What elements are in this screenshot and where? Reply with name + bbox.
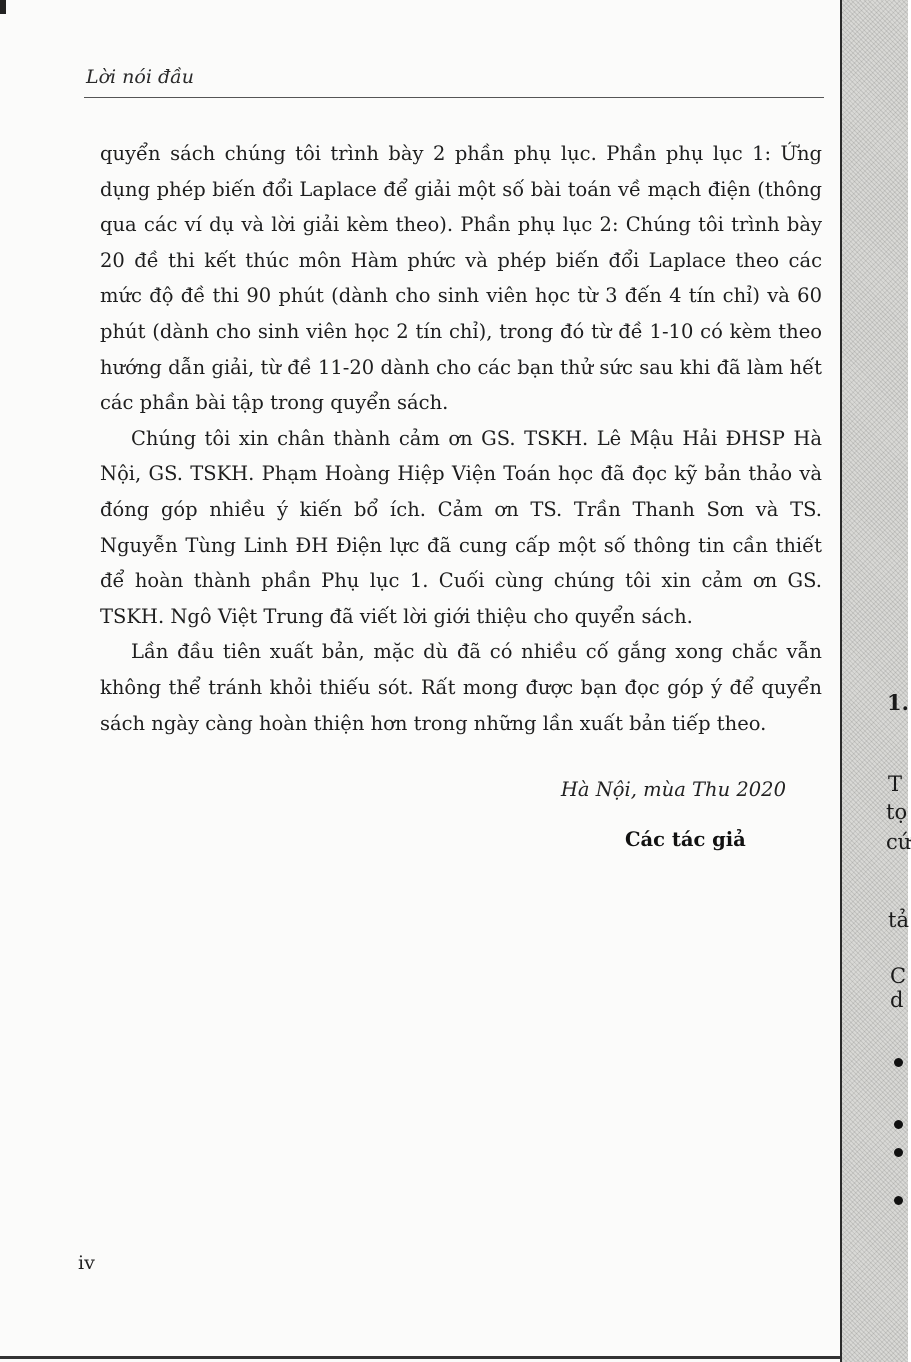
running-head: Lời nói đầu — [86, 66, 195, 88]
scan-corner-mark — [0, 0, 6, 14]
facing-page-fragment: 1. — [887, 690, 909, 715]
facing-page-fragment: cứ — [886, 830, 911, 854]
paragraph-acknowledgements: Chúng tôi xin chân thành cảm ơn GS. TSKH. Lê Mậu Hải ĐHSP Hà Nội, GS. TSKH. Phạm Hoàng Hiệp Viện Toán học đã đọc kỹ bản thảo và đóng góp nhiều ý kiến bổ ích. Cảm ơn TS. Trần Thanh Sơn và TS. Nguyễn Tùng Linh ĐH Điện lực đã cung cấp một số thông tin cần thiết để hoàn thành phần Phụ lục 1. Cuối cùng chúng tôi xin cảm ơn GS. TSKH. Ngô Việt Trung đã viết lời giới thiệu cho quyển sách. — [100, 426, 822, 628]
paragraph-closing: Lần đầu tiên xuất bản, mặc dù đã có nhiều cố gắng xong chắc vẫn không thể tránh khỏi thiếu sót. Rất mong được bạn đọc góp ý để quyển sách ngày càng hoàn thiện hơn trong những lần xuất bản tiếp theo. — [100, 640, 822, 735]
header-rule — [84, 97, 824, 98]
paragraph-appendix: quyển sách chúng tôi trình bày 2 phần phụ lục. Phần phụ lục 1: Ứng dụng phép biến đổi Laplace để giải một số bài toán về mạch điện (thông qua các ví dụ và lời giải kèm theo). Phần phụ lục 2: Chúng tôi trình bày 20 đề thi kết thúc môn Hàm phức và phép biến đổi Laplace theo các mức độ đề thi 90 phút (dành cho sinh viên học từ 3 đến 4 tín chỉ) và 60 phút (dành cho sinh viên học 2 tín chỉ), trong đó từ đề 1-10 có kèm theo hướng dẫn giải, từ đề 11-20 dành cho các bạn thử sức sau khi đã làm hết các phần bài tập trong quyển sách. — [100, 142, 822, 415]
facing-page-bullet — [894, 1120, 903, 1129]
facing-page-fragment: d — [890, 988, 904, 1012]
page-bottom-edge — [0, 1356, 850, 1359]
body-text — [100, 136, 822, 741]
facing-page-bullet — [894, 1058, 903, 1067]
authors-signature: Các tác giả — [625, 828, 746, 851]
place-date: Hà Nội, mùa Thu 2020 — [560, 778, 786, 801]
facing-page-fragment: C — [890, 964, 907, 988]
facing-page-bullet — [894, 1148, 903, 1157]
facing-page-strip — [842, 0, 908, 1362]
facing-page-fragment: tả — [888, 908, 909, 932]
page-number: iv — [78, 1252, 95, 1274]
facing-page-bullet — [894, 1196, 903, 1205]
facing-page-fragment: T — [888, 772, 903, 796]
facing-page-fragment: tọ — [886, 800, 908, 824]
